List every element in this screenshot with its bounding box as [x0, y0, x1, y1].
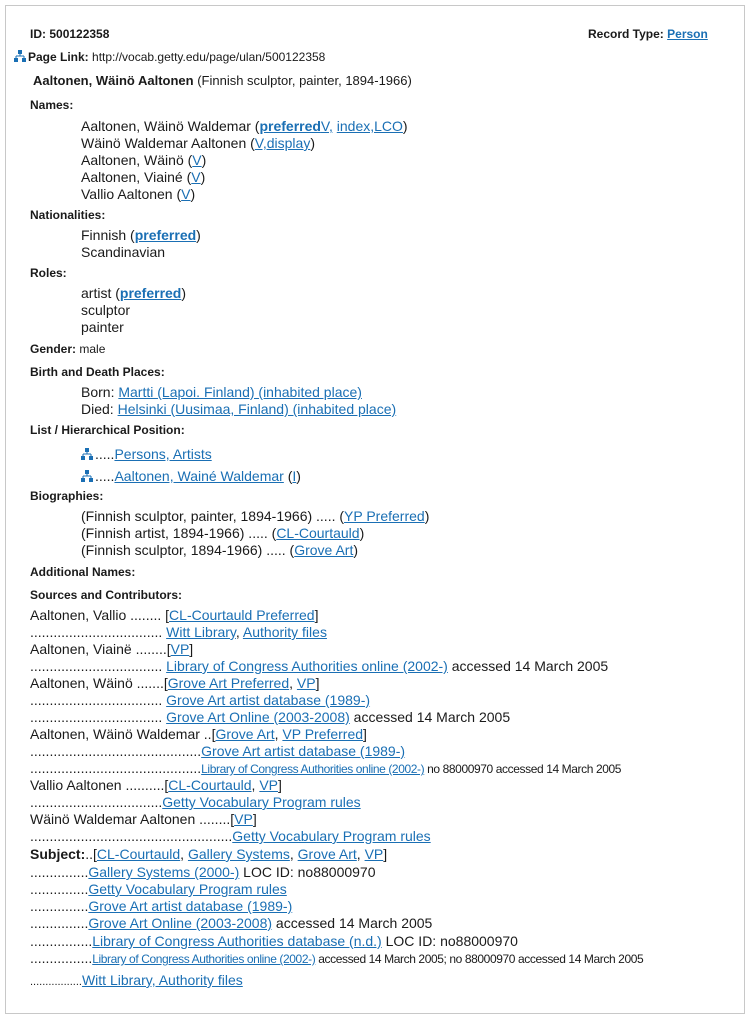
page-link-url[interactable]: http://vocab.getty.edu/page/ulan/500122358	[92, 50, 326, 64]
source-link[interactable]: Grove Art Online (2003-2008)	[88, 915, 273, 931]
v-link[interactable]: V,	[320, 118, 333, 134]
source-row: ...............Gallery Systems (2000-) LOC ID: no88000970	[30, 864, 376, 880]
v-display-link[interactable]: V,display	[254, 135, 311, 151]
page-title: Aaltonen, Wäinö Aaltonen (Finnish sculptor, painter, 1894-1966)	[33, 73, 412, 88]
grove-art-link[interactable]: Grove Art	[294, 542, 354, 558]
yp-preferred-link[interactable]: YP Preferred	[344, 508, 425, 524]
names-heading: Names:	[30, 98, 74, 112]
source-link[interactable]: Authority files	[242, 624, 327, 640]
role-row: sculptor	[81, 302, 131, 318]
preferred-link[interactable]: preferred	[119, 285, 182, 301]
v-link[interactable]: V	[181, 186, 191, 202]
born-place-link[interactable]: Martti (Lapoi. Finland) (inhabited place)	[118, 384, 362, 400]
biographies-heading: Biographies:	[30, 489, 104, 503]
record-type-link[interactable]: Person	[667, 27, 708, 41]
source-row: Aaltonen, Wäinö Waldemar ..[Grove Art, VP Preferred]	[30, 726, 367, 742]
name-row: Aaltonen, Viainé (V)	[81, 169, 206, 185]
persons-artists-link[interactable]: Persons, Artists	[114, 446, 212, 462]
source-row: ................Library of Congress Authorities database (n.d.) LOC ID: no88000970	[30, 933, 518, 949]
nationality-row: Finnish (preferred)	[81, 227, 201, 243]
source-row: Aaltonen, Wäinö .......[Grove Art Preferred, VP]	[30, 675, 320, 691]
biography-row: (Finnish sculptor, 1894-1966) ..... (Grove Art)	[81, 542, 359, 558]
source-link[interactable]: Library of Congress Authorities online (2002-)	[92, 952, 316, 966]
source-row: Vallio Aaltonen ..........[CL-Courtauld, VP]	[30, 777, 282, 793]
source-link[interactable]: Grove Art	[297, 846, 357, 862]
source-link[interactable]: Grove Art artist database (1989-)	[201, 743, 406, 759]
source-link[interactable]: CL-Courtauld	[96, 846, 181, 862]
source-link[interactable]: VP	[234, 811, 253, 827]
source-link[interactable]: Library of Congress Authorities online (2002-)	[166, 658, 448, 674]
role-row: artist (preferred)	[81, 285, 187, 301]
subject-row: Subject:..[CL-Courtauld, Gallery Systems, Grove Art, VP]	[30, 846, 388, 862]
source-row: ............................................Library of Congress Authorities online (2002-) no 88000970 accessed 14 March 2005	[30, 760, 622, 776]
cl-courtauld-link[interactable]: CL-Courtauld	[276, 525, 360, 541]
source-row: .................................. Library of Congress Authorities online (2002-) accessed 14 March 2005	[30, 658, 609, 674]
source-row: Aaltonen, Viainë ........[VP]	[30, 641, 194, 657]
source-row: Aaltonen, Vallio ........ [CL-Courtauld Preferred]	[30, 607, 319, 623]
source-row: ............................................Grove Art artist database (1989-)	[30, 743, 406, 759]
hierarchy-icon	[81, 470, 93, 482]
source-link[interactable]: Gallery Systems	[187, 846, 290, 862]
name-row: Vallio Aaltonen (V)	[81, 186, 196, 202]
aaltonen-link[interactable]: Aaltonen, Wainé Waldemar	[114, 468, 284, 484]
source-link[interactable]: Grove Art Online (2003-2008)	[166, 709, 350, 725]
source-link[interactable]: Getty Vocabulary Program rules	[232, 828, 431, 844]
source-link[interactable]: VP Preferred	[282, 726, 364, 742]
preferred-link[interactable]: preferred	[259, 118, 321, 134]
source-link[interactable]: Library of Congress Authorities online (2002-)	[201, 762, 425, 776]
died-row: Died: Helsinki (Uusimaa, Finland) (inhabited place)	[81, 401, 397, 417]
additional-names-heading: Additional Names:	[30, 565, 136, 579]
source-row: ..................................Getty Vocabulary Program rules	[30, 794, 361, 810]
source-link[interactable]: CL-Courtauld	[168, 777, 252, 793]
source-link[interactable]: Getty Vocabulary Program rules	[88, 881, 287, 897]
hierarchy-icon	[14, 50, 26, 62]
hierarchy-row: .....Aaltonen, Wainé Waldemar (I)	[81, 468, 301, 484]
page-link-row	[14, 50, 325, 64]
source-link[interactable]: Gallery Systems (2000-)	[88, 864, 240, 880]
source-link[interactable]: VP	[296, 675, 316, 691]
nationalities-heading: Nationalities:	[30, 208, 106, 222]
page-link-label: Page Link:	[28, 50, 89, 64]
source-link[interactable]: CL-Courtauld Preferred	[169, 607, 315, 623]
nationality-row: Scandinavian	[81, 244, 166, 260]
source-link[interactable]: Grove Art artist database (1989-)	[88, 898, 293, 914]
v-link[interactable]: V	[191, 169, 201, 185]
born-row: Born: Martti (Lapoi. Finland) (inhabited place)	[81, 384, 362, 400]
source-link[interactable]: VP	[170, 641, 190, 657]
name-row: Wäinö Waldemar Aaltonen (V,display)	[81, 135, 315, 151]
source-row: .................................. Grove Art artist database (1989-)	[30, 692, 371, 708]
source-row: .................Witt Library, Authority files	[30, 972, 243, 988]
source-link[interactable]: VP	[364, 846, 384, 862]
source-link[interactable]: Witt Library	[166, 624, 236, 640]
source-row: Wäinö Waldemar Aaltonen ........[VP]	[30, 811, 257, 827]
hierarchy-heading: List / Hierarchical Position:	[30, 423, 185, 437]
hierarchy-icon	[81, 448, 93, 460]
source-row: ...............Grove Art artist database (1989-)	[30, 898, 293, 914]
biography-row: (Finnish sculptor, painter, 1894-1966) ..... (YP Preferred)	[81, 508, 430, 524]
source-link[interactable]: Grove Art Preferred	[167, 675, 290, 691]
source-row: .................................. Witt Library, Authority files	[30, 624, 327, 640]
sources-heading: Sources and Contributors:	[30, 588, 183, 602]
died-place-link[interactable]: Helsinki (Uusimaa, Finland) (inhabited place)	[117, 401, 397, 417]
roles-heading: Roles:	[30, 266, 67, 280]
index-lco-link[interactable]: index,LCO	[336, 118, 403, 134]
source-link[interactable]: Getty Vocabulary Program rules	[162, 794, 361, 810]
v-link[interactable]: V	[192, 152, 202, 168]
i-link[interactable]: I	[292, 468, 297, 484]
record-id: ID: 500122358	[30, 27, 110, 41]
name-row: Aaltonen, Wäinö Waldemar (preferredV, index,LCO)	[81, 118, 408, 134]
source-link[interactable]: VP	[259, 777, 278, 793]
name-row: Aaltonen, Wäinö (V)	[81, 152, 207, 168]
gender-row: Gender: male	[30, 342, 106, 356]
source-link[interactable]: Grove Art	[215, 726, 275, 742]
preferred-link[interactable]: preferred	[134, 227, 197, 243]
source-row: ...............Getty Vocabulary Program rules	[30, 881, 287, 897]
source-row: ...............Grove Art Online (2003-2008) accessed 14 March 2005	[30, 915, 433, 931]
source-link[interactable]: Witt Library, Authority files	[81, 972, 243, 988]
role-row: painter	[81, 319, 124, 335]
record-type: Record Type: Person	[588, 27, 708, 41]
source-row: ................Library of Congress Authorities online (2002-) accessed 14 March 2005; no 88000970 accessed 14 March 2005	[30, 950, 644, 966]
source-link[interactable]: Library of Congress Authorities database (n.d.)	[92, 933, 382, 949]
source-row: ....................................................Getty Vocabulary Program rules	[30, 828, 431, 844]
birth-death-heading: Birth and Death Places:	[30, 365, 165, 379]
biography-row: (Finnish artist, 1894-1966) ..... (CL-Courtauld)	[81, 525, 365, 541]
source-link[interactable]: Grove Art artist database (1989-)	[166, 692, 371, 708]
source-row: .................................. Grove Art Online (2003-2008) accessed 14 March 2005	[30, 709, 511, 725]
hierarchy-row: .....Persons, Artists	[81, 446, 212, 462]
